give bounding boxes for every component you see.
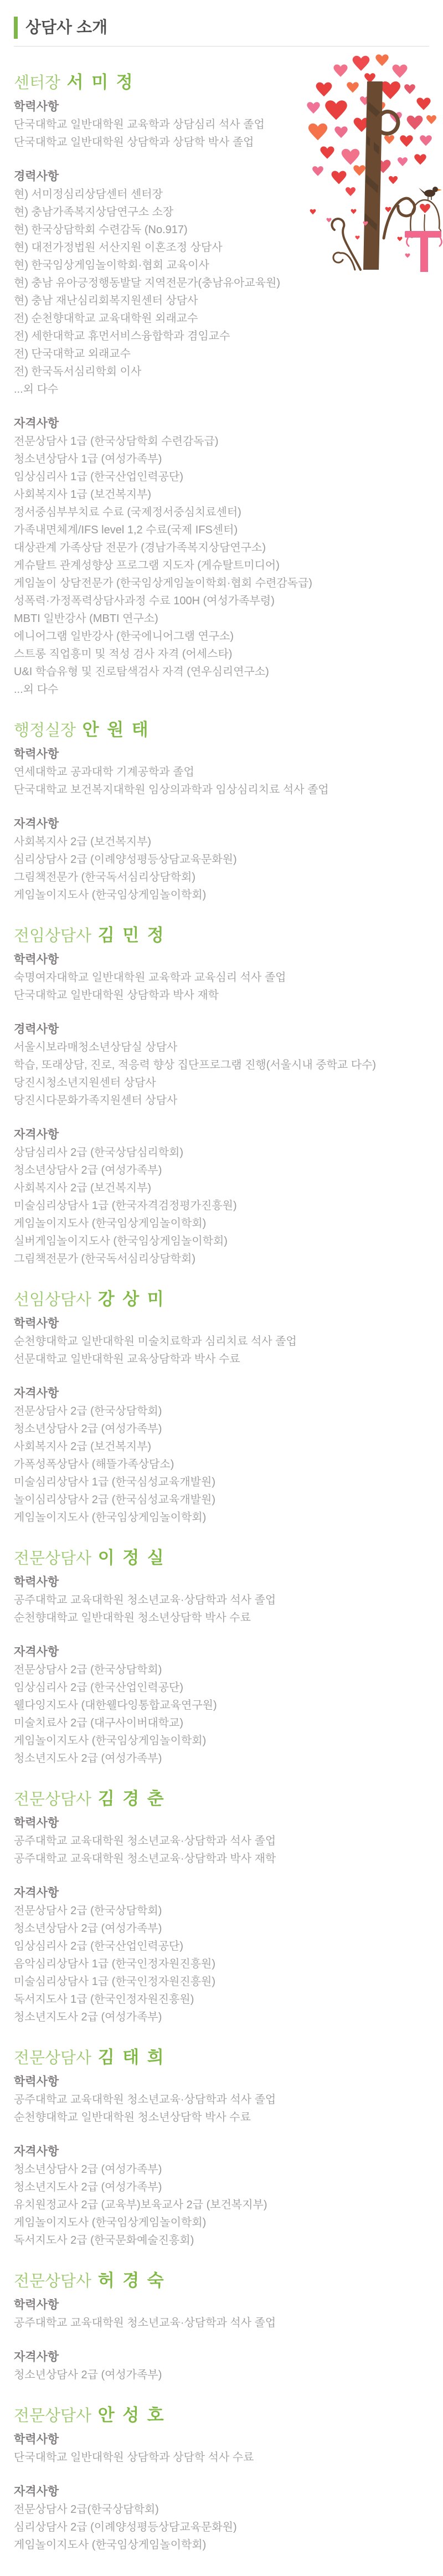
counselor-section xyxy=(14,718,429,904)
detail-line: 미술심리상담사 1급 (한국자격검정평가진흥원) xyxy=(14,1200,237,1212)
info-block xyxy=(14,1126,429,1268)
detail-line: 공주대학교 교육대학원 청소년교육·상담학과 석사 졸업 xyxy=(14,1594,276,1606)
counselor-role: 행정실장 xyxy=(14,722,76,739)
info-block xyxy=(14,98,429,151)
detail-line: 유치원정교사 2급 (교육부)보육교사 2급 (보건복지부) xyxy=(14,2199,267,2211)
detail-line: ...외 다수 xyxy=(14,683,59,696)
counselor-role: 전문상담사 xyxy=(14,2272,92,2290)
detail-line: 대상관계 가족상담 전문가 (경남가족복지상담연구소) xyxy=(14,542,266,554)
detail-line: 게임놀이지도사 (한국임상게임놀이학회) xyxy=(14,1735,207,1747)
block-heading: 자격사항 xyxy=(14,1128,59,1141)
detail-list xyxy=(14,116,429,151)
counselor-name: 김 민 정 xyxy=(91,925,166,945)
page-title: 상담사 소개 xyxy=(14,17,429,39)
counselor-role: 전문상담사 xyxy=(14,2407,92,2425)
detail-line: 청소년상담사 2급 (여성가족부) xyxy=(14,1164,162,1176)
detail-list xyxy=(14,1591,429,1627)
detail-line: 사회복지사 2급 (보건복지부) xyxy=(14,1441,152,1453)
block-heading: 경력사항 xyxy=(14,170,59,183)
detail-list xyxy=(14,1832,429,1868)
detail-line: 독서지도사 2급 (한국문화예술진흥회) xyxy=(14,2234,194,2246)
block-heading: 자격사항 xyxy=(14,1646,59,1658)
detail-line: 임상심리사 2급 (한국산업인력공단) xyxy=(14,1940,184,1952)
info-block xyxy=(14,168,429,398)
detail-line: 청소년상담사 2급 (여성가족부) xyxy=(14,2163,162,2176)
detail-line: 청소년지도사 2급 (여성가족부) xyxy=(14,2181,162,2193)
counselor-section xyxy=(14,1546,429,1767)
detail-line: 단국대학교 일반대학원 상담학과 상담학 석사 수료 xyxy=(14,2451,254,2464)
detail-line: 현) 한국임상게임놀이학회·협회 교육이사 xyxy=(14,259,209,271)
counselor-role: 센터장 xyxy=(14,74,61,92)
block-heading: 학력사항 xyxy=(14,748,59,760)
detail-list xyxy=(14,2501,429,2554)
detail-line: 가족내면체계/IFS level 1,2 수료(국제 IFS센터) xyxy=(14,524,238,536)
detail-line: 미술심리상담사 1급 (한국인정자원진흥원) xyxy=(14,1976,215,1988)
detail-line: 순천향대학교 일반대학원 미술치료학과 심리치료 석사 졸업 xyxy=(14,1335,297,1348)
detail-line: 청소년상담사 2급 (여성가족부) xyxy=(14,1922,162,1935)
detail-line: 사회복지사 1급 (보건복지부) xyxy=(14,489,152,501)
info-block xyxy=(14,1021,429,1109)
detail-list xyxy=(14,433,429,698)
detail-line: 전문상담사 2급 (한국상담학회) xyxy=(14,1905,162,1917)
detail-line: 현) 대전가정법원 서산지원 이혼조정 상담사 xyxy=(14,241,223,254)
detail-line: 청소년지도사 2급 (여성가족부) xyxy=(14,2011,162,2023)
info-block xyxy=(14,1643,429,1767)
counselor-heading xyxy=(14,1546,429,1570)
info-block xyxy=(14,815,429,904)
title-divider xyxy=(14,46,429,47)
detail-line: 정서중심부부치료 수료 (국제정서중심치료센터) xyxy=(14,506,241,518)
block-heading: 자격사항 xyxy=(14,2145,59,2158)
detail-line: 음악심리상담사 1급 (한국인정자원진흥원) xyxy=(14,1958,215,1970)
counselor-section xyxy=(14,71,429,698)
detail-line: 전문상담사 2급 (한국상담학회) xyxy=(14,1664,162,1676)
counselor-role: 전문상담사 xyxy=(14,1791,92,1808)
detail-line: 공주대학교 교육대학원 청소년교육·상담학과 석사 졸업 xyxy=(14,1835,276,1847)
detail-line: 미술심리상담사 1급 (한국심성교육개발원) xyxy=(14,1476,215,1488)
detail-line: ...외 다수 xyxy=(14,383,59,395)
counselor-heading xyxy=(14,924,429,948)
block-heading: 경력사항 xyxy=(14,1023,59,1036)
detail-line: 가폭성폭상담사 (해뜰가족상담소) xyxy=(14,1458,174,1470)
detail-line: 청소년상담사 2급 (여성가족부) xyxy=(14,1423,162,1435)
block-heading: 자격사항 xyxy=(14,1886,59,1899)
detail-line: 전) 세한대학교 휴먼서비스융합학과 겸임교수 xyxy=(14,330,230,342)
info-block xyxy=(14,2483,429,2554)
detail-line: 전문상담사 2급 (한국상담학회) xyxy=(14,1405,162,1417)
info-block xyxy=(14,2296,429,2332)
detail-line: 임상심리사 1급 (한국산업인력공단) xyxy=(14,471,184,483)
detail-line: 게슈탈트 관계성향상 프로그램 지도자 (게슈탈트미디어) xyxy=(14,559,280,572)
counselor-name: 안 원 태 xyxy=(76,720,150,739)
counselor-section xyxy=(14,1288,429,1526)
detail-line: 게임놀이지도사 (한국임상게임놀이학회) xyxy=(14,2217,207,2229)
detail-line: 현) 충남 유아긍정행동발달 지역전문가(충남유아교육원) xyxy=(14,277,281,289)
counselor-heading xyxy=(14,71,429,95)
detail-line: 미술치료사 2급 (대구사이버대학교) xyxy=(14,1717,184,1729)
detail-list xyxy=(14,2314,429,2332)
block-heading: 학력사항 xyxy=(14,1576,59,1588)
block-heading: 자격사항 xyxy=(14,1387,59,1400)
detail-line: 현) 충남가족복지상담연구소 소장 xyxy=(14,206,174,218)
detail-line: 연세대학교 공과대학 기계공학과 졸업 xyxy=(14,766,194,778)
counselor-name: 안 성 호 xyxy=(91,2405,166,2425)
counselor-role: 전문상담사 xyxy=(14,2049,92,2067)
block-heading: 학력사항 xyxy=(14,953,59,966)
detail-line: 전) 단국대학교 외래교수 xyxy=(14,348,131,360)
counselor-name: 이 정 실 xyxy=(91,1548,166,1567)
block-heading: 자격사항 xyxy=(14,817,59,830)
detail-line: 현) 서미정심리상담센터 센터장 xyxy=(14,188,163,200)
block-heading: 학력사항 xyxy=(14,1817,59,1829)
info-block xyxy=(14,745,429,799)
counselor-name: 김 태 희 xyxy=(91,2048,166,2067)
detail-line: 게임놀이지도사 (한국임상게임놀이학회) xyxy=(14,1217,207,1230)
detail-line: 에니어그램 일반강사 (한국에니어그램 연구소) xyxy=(14,630,234,642)
detail-line: MBTI 일반강사 (MBTI 연구소) xyxy=(14,613,158,625)
detail-line: 전) 한국독서심리학회 이사 xyxy=(14,366,142,378)
detail-list xyxy=(14,2091,429,2126)
info-block xyxy=(14,951,429,1004)
detail-list xyxy=(14,2449,429,2466)
counselor-name: 허 경 숙 xyxy=(91,2271,166,2290)
counselor-role: 선임상담사 xyxy=(14,1291,92,1309)
detail-line: 청소년상담사 2급 (여성가족부) xyxy=(14,2369,162,2381)
counselor-section xyxy=(14,2404,429,2554)
info-block xyxy=(14,1814,429,1868)
detail-line: 게임놀이지도사 (한국임상게임놀이학회) xyxy=(14,2539,207,2551)
detail-list xyxy=(14,2366,429,2384)
detail-line: 게임놀이지도사 (한국임상게임놀이학회) xyxy=(14,1511,207,1524)
counselor-heading xyxy=(14,1787,429,1811)
detail-line: 게임놀이 상담전문가 (한국임상게임놀이학회·협회 수련감독급) xyxy=(14,577,312,589)
detail-line: 청소년상담사 1급 (여성가족부) xyxy=(14,453,162,465)
counselor-name: 서 미 정 xyxy=(60,73,135,92)
block-heading: 자격사항 xyxy=(14,417,59,430)
block-heading: 자격사항 xyxy=(14,2351,59,2363)
detail-line: 심리상담사 2급 (이례양성평등상담교육문화원) xyxy=(14,853,237,866)
detail-line: 단국대학교 일반대학원 교육학과 상담심리 석사 졸업 xyxy=(14,119,265,131)
detail-line: 게임놀이지도사 (한국임상게임놀이학회) xyxy=(14,889,207,901)
detail-line: 단국대학교 일반대학원 상담학과 상담학 박사 졸업 xyxy=(14,136,254,148)
detail-line: 단국대학교 일반대학원 상담학과 박사 재학 xyxy=(14,989,219,1001)
info-block xyxy=(14,2431,429,2466)
block-heading: 자격사항 xyxy=(14,2485,59,2498)
detail-list xyxy=(14,1902,429,2026)
counselor-section xyxy=(14,2269,429,2384)
detail-line: 당진시청소년지원센터 상담사 xyxy=(14,1077,156,1089)
block-heading: 학력사항 xyxy=(14,2299,59,2311)
detail-line: 청소년지도사 2급 (여성가족부) xyxy=(14,1752,162,1765)
counselor-role: 전문상담사 xyxy=(14,1550,92,1567)
counselor-section xyxy=(14,1787,429,2026)
detail-line: 공주대학교 교육대학원 청소년교육·상담학과 박사 재학 xyxy=(14,1853,276,1865)
detail-line: 실버게임놀이지도사 (한국임상게임놀이학회) xyxy=(14,1235,228,1247)
detail-line: 상담심리사 2급 (한국상담심리학회) xyxy=(14,1146,184,1159)
info-block xyxy=(14,2348,429,2384)
counselor-name: 김 경 춘 xyxy=(91,1789,166,1808)
detail-line: 전) 순천향대학교 교육대학원 외래교수 xyxy=(14,312,198,325)
detail-line: 사회복지사 2급 (보건복지부) xyxy=(14,836,152,848)
detail-line: 공주대학교 교육대학원 청소년교육·상담학과 석사 졸업 xyxy=(14,2094,276,2106)
info-block xyxy=(14,1315,429,1368)
block-heading: 학력사항 xyxy=(14,100,59,113)
info-block xyxy=(14,1884,429,2026)
detail-line: 웰다잉지도사 (대한웰다잉통합교육연구원) xyxy=(14,1699,217,1711)
detail-line: 성폭력·가정폭력상담사과정 수료 100H (여성가족부령) xyxy=(14,595,275,607)
counselor-heading xyxy=(14,1288,429,1312)
counselor-heading xyxy=(14,2269,429,2293)
counselor-name: 강 상 미 xyxy=(91,1289,166,1309)
detail-line: 순천향대학교 일반대학원 청소년상담학 박사 수료 xyxy=(14,1612,251,1624)
detail-list xyxy=(14,1333,429,1368)
counselor-section xyxy=(14,2046,429,2249)
counselor-section xyxy=(14,924,429,1268)
info-block xyxy=(14,415,429,698)
detail-line: 그림책전문가 (한국독서심리상담학회) xyxy=(14,871,195,883)
detail-list xyxy=(14,833,429,904)
detail-line: 전문상담사 1급 (한국상담학회 수련감독급) xyxy=(14,435,219,448)
detail-list xyxy=(14,969,429,1004)
info-block xyxy=(14,2073,429,2126)
counselor-role: 전임상담사 xyxy=(14,927,92,945)
detail-list xyxy=(14,1038,429,1109)
detail-line: 선문대학교 일반대학원 교육상담학과 박사 수료 xyxy=(14,1353,240,1365)
detail-line: 현) 충남 재난심리회복지원센터 상담사 xyxy=(14,295,198,307)
detail-line: 순천향대학교 일반대학원 청소년상담학 박사 수료 xyxy=(14,2111,251,2123)
detail-line: 공주대학교 교육대학원 청소년교육·상담학과 석사 졸업 xyxy=(14,2317,276,2329)
detail-list xyxy=(14,1402,429,1526)
detail-line: 현) 한국상담학회 수련감독 (No.917) xyxy=(14,224,188,236)
detail-line: 서울시보라매청소년상담실 상담사 xyxy=(14,1041,178,1053)
block-heading: 학력사항 xyxy=(14,2433,59,2446)
info-block xyxy=(14,1574,429,1627)
block-heading: 학력사항 xyxy=(14,2075,59,2088)
counselor-list xyxy=(14,71,429,2554)
detail-list xyxy=(14,763,429,799)
detail-line: 당진시다문화가족지원센터 상담사 xyxy=(14,1094,178,1107)
info-block xyxy=(14,1385,429,1526)
detail-line: 그림책전문가 (한국독서심리상담학회) xyxy=(14,1253,195,1265)
info-block xyxy=(14,2143,429,2249)
detail-line: 전문상담사 2급(한국상담학회) xyxy=(14,2503,159,2516)
detail-line: 스트롱 직업흥미 및 적성 검사 자격 (어세스타) xyxy=(14,648,233,660)
detail-list xyxy=(14,1661,429,1767)
detail-line: 심리상담사 2급 (이례양성평등상담교육문화원) xyxy=(14,2521,237,2533)
detail-line: 단국대학교 보건복지대학원 임상의과학과 임상심리치료 석사 졸업 xyxy=(14,784,329,796)
detail-line: 임상심리사 2급 (한국산업인력공단) xyxy=(14,1682,184,1694)
detail-line: 사회복지사 2급 (보건복지부) xyxy=(14,1182,152,1194)
detail-line: 숙명여자대학교 일반대학원 교육학과 교육심리 석사 졸업 xyxy=(14,971,286,984)
detail-list xyxy=(14,2161,429,2249)
detail-list xyxy=(14,186,429,398)
detail-list xyxy=(14,1144,429,1268)
detail-line: 독서지도사 1급 (한국인정자원진흥원) xyxy=(14,1993,194,2006)
counselor-heading xyxy=(14,2046,429,2070)
detail-line: U&I 학습유형 및 진로탐색검사 자격 (연우심리연구소) xyxy=(14,666,269,678)
detail-line: 놀이심리상담사 2급 (한국심성교육개발원) xyxy=(14,1494,215,1506)
counselor-heading xyxy=(14,718,429,742)
block-heading: 학력사항 xyxy=(14,1317,59,1330)
detail-line: 학습, 또래상담, 진로, 적응력 향상 집단프로그램 진행(서울시내 중학교 다수) xyxy=(14,1059,377,1071)
counselor-heading xyxy=(14,2404,429,2428)
